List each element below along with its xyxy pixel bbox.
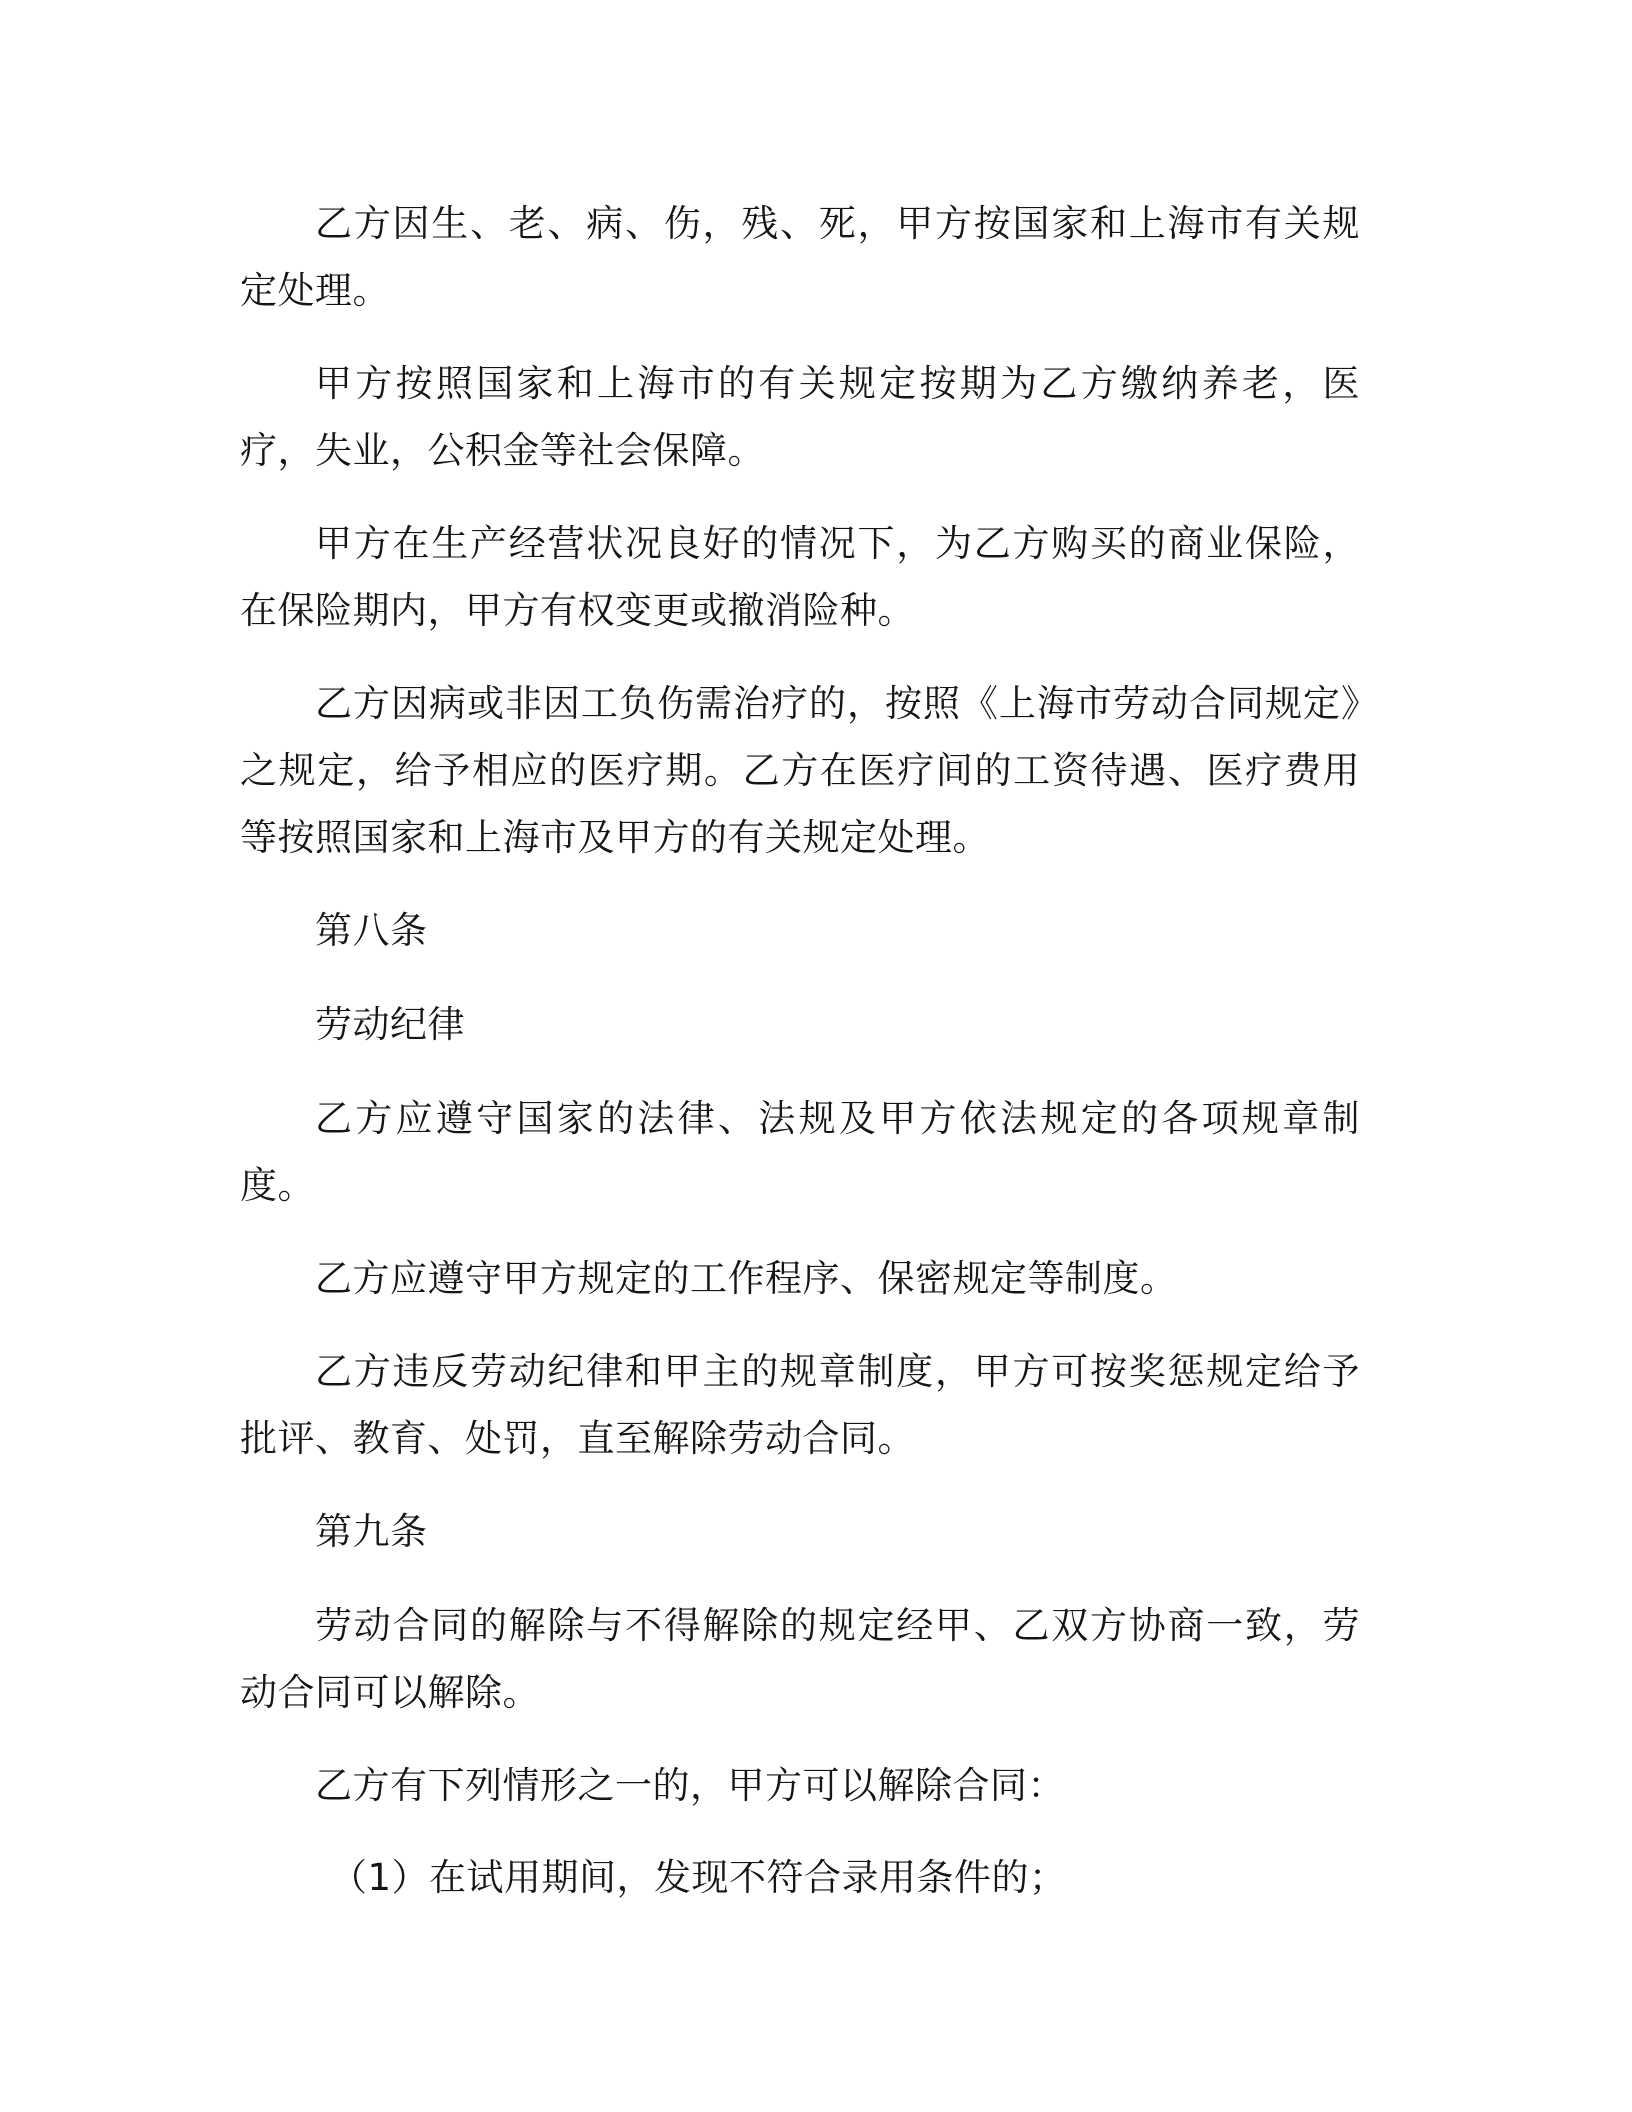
paragraph-discipline-violation: 乙方违反劳动纪律和甲主的规章制度，甲方可按奖惩规定给予批评、教育、处罚，直至解除劳动合同。 <box>240 1350 1360 1460</box>
labor-discipline-heading: 劳动纪律 <box>315 1003 465 1046</box>
article-nine-heading: 第九条 <box>315 1510 428 1553</box>
document-body <box>240 190 1360 1911</box>
paragraph-obey-laws: 乙方应遵守国家的法律、法规及甲方依法规定的各项规章制度。 <box>240 1097 1360 1207</box>
paragraph-contract-termination: 劳动合同的解除与不得解除的规定经甲、乙双方协商一致，劳动合同可以解除。 <box>240 1604 1360 1714</box>
list-item-probation: （1）在试用期间，发现不符合录用条件的； <box>330 1856 1067 1899</box>
paragraph-illness-death: 乙方因生、老、病、伤，残、死，甲方按国家和上海市有关规定处理。 <box>240 202 1360 312</box>
paragraph-social-security: 甲方按照国家和上海市的有关规定按期为乙方缴纳养老，医疗，失业，公积金等社会保障。 <box>240 362 1360 472</box>
paragraph-commercial-insurance: 甲方在生产经营状况良好的情况下，为乙方购买的商业保险，在保险期内，甲方有权变更或撤消险种。 <box>240 522 1360 632</box>
paragraph-termination-conditions: 乙方有下列情形之一的，甲方可以解除合同： <box>315 1764 1065 1807</box>
paragraph-medical-period: 乙方因病或非因工负伤需治疗的，按照《上海市劳动合同规定》之规定，给予相应的医疗期。乙方在医疗间的工资待遇、医疗费用等按照国家和上海市及甲方的有关规定处理。 <box>240 682 1360 859</box>
article-eight-heading: 第八条 <box>315 909 428 952</box>
paragraph-work-procedures: 乙方应遵守甲方规定的工作程序、保密规定等制度。 <box>315 1257 1178 1300</box>
